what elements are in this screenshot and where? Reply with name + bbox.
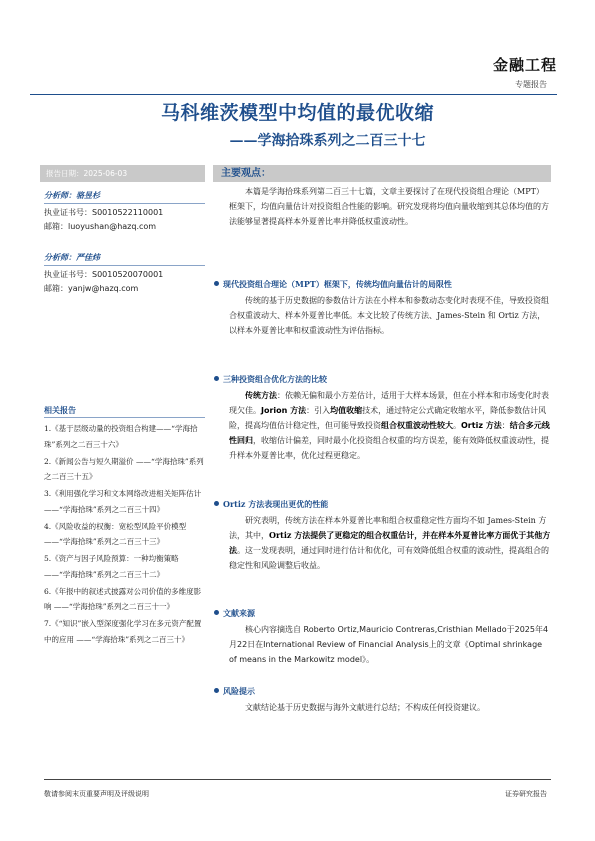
footer-label: 证券研究报告 bbox=[505, 790, 547, 798]
section-compare-body: 传统方法：依赖无偏和最小方差估计，适用于大样本场景，但在小样本和市场变化时表现欠佳。Jorion 方法：引入均值收缩技术，通过特定公式确定收缩水平，降低参数估计风险，提高均值估计稳定性，但可能导致投资组合权重波动性较大。Ortiz 方法：结合多元线性回归，收缩估计偏差，同时最小化投资组合权重的均方误差，能有效降低权重波动性，提升样本外夏普比率，优化过程更稳定。 bbox=[229, 390, 550, 460]
brand-title: 金融工程 bbox=[492, 56, 557, 74]
page-subtitle: ——学海拾珠系列之二百三十七 bbox=[229, 133, 426, 149]
section-source-heading: 文献来源 bbox=[214, 607, 544, 619]
analyst-1-email: 邮箱：luoyushan@hazq.com bbox=[44, 222, 157, 231]
divider bbox=[44, 417, 205, 418]
bullet-icon bbox=[214, 501, 219, 506]
report-type: 专题报告 bbox=[515, 80, 547, 89]
section-ortiz-heading: Ortiz 方法表现出更优的性能 bbox=[214, 498, 544, 510]
related-report-item[interactable]: 2.《新闻公告与短久期溢价 ——“学海拾珠”系列之二百三十五》 bbox=[44, 456, 204, 481]
related-report-item[interactable]: 7.《“知识”嵌入型深度强化学习在多元资产配置中的应用 ——“学海拾珠”系列之二百三十》 bbox=[44, 619, 202, 644]
analyst-1-license: 执业证书号：S0010522110001 bbox=[44, 208, 164, 217]
analyst-2-email: 邮箱：yanjw@hazq.com bbox=[44, 284, 139, 293]
related-report-item[interactable]: 1.《基于层级动量的投资组合构建——“学海拾珠”系列之二百三十六》 bbox=[44, 424, 198, 449]
divider bbox=[44, 265, 205, 266]
divider bbox=[44, 203, 205, 204]
footer-divider bbox=[44, 779, 551, 780]
report-date: 报告日期：2025-06-03 bbox=[40, 165, 205, 182]
related-report-item[interactable]: 6.《年报中的叙述式披露对公司价值的多维度影响 ——“学海拾珠”系列之二百三十一》 bbox=[44, 586, 202, 611]
related-report-item[interactable]: 5.《资产与因子风险预算：一种均衡策略 ——“学海拾珠”系列之二百三十二》 bbox=[44, 554, 179, 579]
related-reports-heading: 相关报告 bbox=[44, 405, 76, 415]
bullet-icon bbox=[214, 688, 219, 693]
analyst-2-name: 分析师：严佳炜 bbox=[44, 252, 100, 262]
related-report-item[interactable]: 3.《利用强化学习和文本网络改进相关矩阵估计 ——“学海拾珠”系列之二百三十四》 bbox=[44, 489, 202, 514]
section-compare-heading: 三种投资组合优化方法的比较 bbox=[214, 373, 544, 385]
key-views-heading: 主要观点： bbox=[221, 168, 271, 179]
footer-disclaimer: 敬请参阅末页重要声明及评级说明 bbox=[44, 790, 149, 798]
page-title: 马科维茨模型中均值的最优收缩 bbox=[160, 102, 434, 124]
bullet-icon bbox=[214, 281, 219, 286]
section-mpt-heading: 现代投资组合理论（MPT）框架下，传统均值向量估计的局限性 bbox=[214, 278, 544, 290]
section-ortiz-body: 研究表明，传统方法在样本外夏普比率和组合权重稳定性方面均不如 James-Stein 方法，其中，Ortiz 方法提供了更稳定的组合权重估计，并在样本外夏普比率方面优于其他方法。这一发现表明，通过同时进行估计和优化，可有效降低组合权重的波动性，提高组合的稳定性和风险调整后收益。 bbox=[229, 516, 551, 570]
intro-paragraph: 本篇是学海拾珠系列第二百三十七篇，文章主要探讨了在现代投资组合理论（MPT）框架下，均值向量估计对投资组合性能的影响。研究发现将均值向量收缩到其总体均值的方法能够显著提高样本外夏普比率并降低权重波动性。 bbox=[229, 187, 549, 226]
section-risk-body: 文献结论基于历史数据与海外文献进行总结；不构成任何投资建议。 bbox=[245, 703, 485, 712]
section-mpt-body: 传统的基于历史数据的参数估计方法在小样本和参数动态变化时表现不佳，导致投资组合权重波动大、样本外夏普比率低。本文比较了传统方法、James-Stein 和 Ortiz 方法，以样本外夏普比率和权重波动性为评估指标。 bbox=[229, 296, 549, 335]
related-reports-list bbox=[44, 421, 205, 649]
analyst-2-license: 执业证书号：S0010520070001 bbox=[44, 270, 164, 279]
section-source-body: 核心内容摘选自 Roberto Ortiz,Mauricio Contreras,Cristhian Mellado于2025年4月22日在International Review of Financial Analysis上的文章《Optimal shrinkage of means in the Markowitz model》。 bbox=[229, 625, 549, 664]
header-divider bbox=[30, 94, 557, 95]
section-risk-heading: 风险提示 bbox=[214, 685, 544, 697]
related-report-item[interactable]: 4.《风险收益的权衡：宽松型风险平价模型 ——“学海拾珠”系列之二百三十三》 bbox=[44, 521, 187, 546]
bullet-icon bbox=[214, 376, 219, 381]
bullet-icon bbox=[214, 610, 219, 615]
analyst-1-name: 分析师：骆昱杉 bbox=[44, 190, 100, 200]
